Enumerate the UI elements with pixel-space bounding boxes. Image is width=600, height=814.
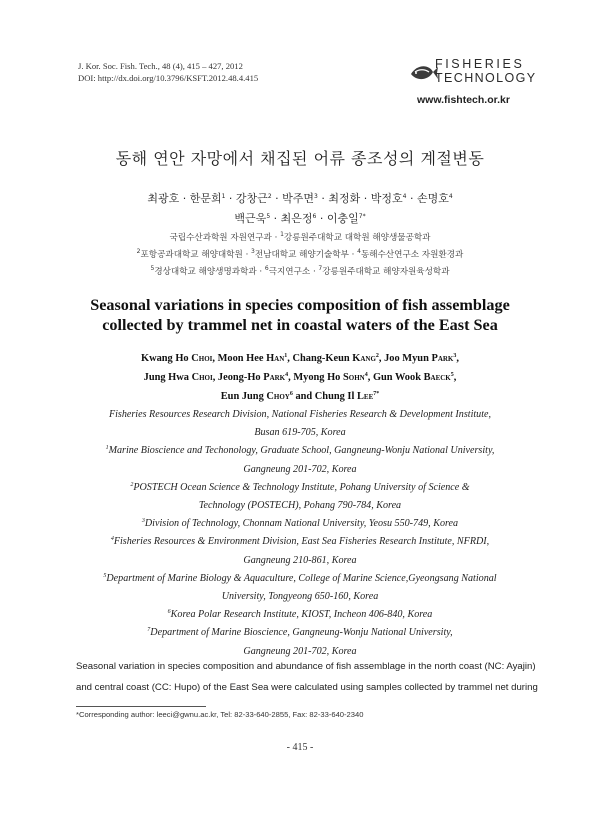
korean-author-name: 백근욱 xyxy=(234,212,267,225)
english-affiliation-text: Department of Marine Biology & Aquaculture, College of Marine Science,Gyeongsang National xyxy=(106,572,497,584)
logo-line-2: TECHNOLOGY xyxy=(435,71,537,85)
english-author-surname: Choy xyxy=(266,391,290,402)
english-affiliation-line xyxy=(0,573,600,584)
korean-affiliation: 강릉원주대학교 해양자원육성학과 xyxy=(322,267,450,277)
english-affiliation-line xyxy=(0,536,600,547)
korean-author-name: 최정화 xyxy=(328,192,361,205)
english-affiliation-line xyxy=(0,427,600,438)
english-author-affil-mark: 5 xyxy=(450,372,454,378)
journal-logo[interactable] xyxy=(409,58,539,108)
english-affiliation-mark: 3 xyxy=(141,518,145,525)
journal-url[interactable]: www.fishtech.or.kr xyxy=(417,94,510,106)
english-affiliation-text: Gangneung 201-702, Korea xyxy=(243,463,357,475)
english-affiliation-mark: 5 xyxy=(103,572,107,579)
korean-affiliation: 포항공과대학교 해양대학원 xyxy=(140,250,243,260)
english-authors-line-3: Eun Jung Choy$^6$ and Chung Il Lee$^{7*}$ xyxy=(220,391,380,402)
korean-author-name: 강창근 xyxy=(235,192,268,205)
english-affiliation-mark: 1 xyxy=(105,445,109,452)
korean-affiliation-mark: 5 xyxy=(150,265,155,272)
english-author-surname: Park xyxy=(431,353,454,364)
page-number: - 415 - xyxy=(286,742,314,753)
english-affiliation-line xyxy=(0,482,600,493)
korean-author-name: 이충일 xyxy=(326,212,359,225)
korean-author-affil-mark: 7* xyxy=(358,213,366,220)
english-affiliation-text: Fisheries Resources Research Division, National Fisheries Research & Development Institute, xyxy=(108,409,492,420)
english-affiliation-text: Busan 619-705, Korea xyxy=(254,427,346,439)
english-author-affil-mark: 4 xyxy=(285,372,289,378)
english-affiliation-line xyxy=(0,627,600,638)
english-affiliation-text: Korea Polar Research Institute, KIOST, Incheon 406-840, Korea xyxy=(170,609,433,621)
english-affiliation-text: University, Tongyeong 650-160, Korea xyxy=(221,591,379,602)
korean-author-affil-mark: 4 xyxy=(448,193,453,200)
korean-authors-line-1: 최광호 · 한문희$^1$ · 강창근$^2$ · 박주면$^3$ · 최정화 · 박정호$^4$ · 손명호$^4$ xyxy=(147,192,453,205)
english-affiliation-text: Marine Bioscience and Techonology, Graduate School, Gangneung-Wonju National University, xyxy=(108,445,495,457)
english-affiliation-text: POSTECH Ocean Science & Technology Institute, Pohang University of Science & xyxy=(133,481,470,493)
english-author-surname: Baeck xyxy=(423,372,451,383)
corresponding-author-footnote: *Corresponding author: leeci@gwnu.ac.kr, Tel: 82-33-640-2855, Fax: 82-33-640-2340 xyxy=(76,710,364,719)
english-author-given-name: Moon Hee xyxy=(217,353,264,364)
journal-reference xyxy=(78,60,258,84)
abstract-line-2: and central coast (CC: Hupo) of the East Sea were calculated using samples collected by trammel net during xyxy=(76,682,538,693)
footnote-divider xyxy=(76,706,206,707)
english-author-given-name: Myong Ho xyxy=(293,372,341,383)
english-author-given-name: Eun Jung xyxy=(220,391,264,402)
english-affiliation-mark: 2 xyxy=(130,481,134,488)
korean-author-name: 최광호 xyxy=(147,192,180,205)
english-author-given-name: Gun Wook xyxy=(372,372,421,383)
english-affiliation-text: Division of Technology, Chonnam National University, Yeosu 550-749, Korea xyxy=(144,518,459,530)
english-author-affil-mark: 2 xyxy=(375,353,379,359)
english-author-affil-mark: 7* xyxy=(373,391,380,397)
logo-line-1: FISHERIES xyxy=(435,57,525,71)
korean-affiliation-mark: 4 xyxy=(357,248,361,255)
korean-title: 동해 연안 자망에서 채집된 어류 종조성의 계절변동 xyxy=(115,149,485,168)
korean-author-affil-mark: 3 xyxy=(314,193,318,200)
english-affiliation-text: Fisheries Resources & Environment Division, East Sea Fisheries Research Institute, NFRDI, xyxy=(113,536,490,548)
english-affiliation-line xyxy=(0,445,600,456)
english-author-affil-mark: 6 xyxy=(289,391,293,397)
english-author-surname: Choi xyxy=(191,372,213,383)
english-affiliation-text: Gangneung 201-702, Korea xyxy=(243,645,357,657)
english-author-given-name: Chang-Keun xyxy=(292,353,350,364)
korean-author-name: 최은정 xyxy=(280,212,313,225)
korean-affiliation-mark: 2 xyxy=(136,248,141,255)
english-affiliation-mark: 4 xyxy=(110,536,114,543)
english-affiliation-line xyxy=(0,591,600,602)
english-affiliation-text: Technology (POSTECH), Pohang 790-784, Korea xyxy=(198,500,402,511)
english-author-surname: Han xyxy=(266,353,285,364)
english-author-surname: Park xyxy=(263,372,286,383)
english-author-surname: Kang xyxy=(352,353,376,364)
english-affiliation-text: Gangneung 210-861, Korea xyxy=(243,554,357,566)
korean-author-affil-mark: 1 xyxy=(221,193,226,200)
english-affiliation-line xyxy=(0,500,600,511)
english-affiliation-text: Department of Marine Bioscience, Gangneung-Wonju National University, xyxy=(150,627,453,639)
korean-author-name: 손명호 xyxy=(416,192,449,205)
english-author-given-name: Chung Il xyxy=(314,391,355,402)
korean-affiliations-line-3: $^5$경상대학교 해양생명과학과 · $^6$극지연구소 · $^7$강릉원주대학교 해양자원육성학과 xyxy=(150,265,450,277)
english-affiliation-line xyxy=(0,646,600,657)
korean-affiliation: 극지연구소 xyxy=(268,267,311,277)
korean-affiliation-mark: 7 xyxy=(318,265,323,272)
korean-author-name: 박정호 xyxy=(370,192,403,205)
english-author-affil-mark: 1 xyxy=(284,353,288,359)
english-affiliation-mark: 6 xyxy=(167,609,171,616)
english-author-given-name: Jung Hwa xyxy=(143,372,189,383)
english-author-surname: Sohn xyxy=(343,372,365,383)
korean-affiliation: 국립수산과학원 자원연구과 xyxy=(169,233,272,243)
korean-authors-line-2: 백근욱$^5$ · 최은정$^6$ · 이충일$^{7*}$ xyxy=(234,212,366,225)
english-affiliation-line xyxy=(0,518,600,529)
english-affiliation-line xyxy=(0,555,600,566)
korean-affiliation: 동해수산연구소 자원환경과 xyxy=(360,250,464,260)
korean-affiliation-mark: 3 xyxy=(251,248,255,255)
english-title-line-2: collected by trammel net in coastal waters of the East Sea xyxy=(102,316,498,334)
korean-author-name: 한문희 xyxy=(189,192,222,205)
korean-affiliations-line-2: $^2$포항공과대학교 해양대학원 · $^3$전남대학교 해양기술학부 · $^4$동해수산연구소 자원환경과 xyxy=(136,248,464,260)
english-affiliation-mark: 7 xyxy=(147,627,151,634)
korean-author-affil-mark: 5 xyxy=(266,213,271,220)
english-authors-line-2: Jung Hwa Choi, Jeong-Ho Park$^4$, Myong Ho Sohn$^4$, Gun Wook Baeck$^5$, xyxy=(143,372,457,383)
korean-affiliation: 전남대학교 해양기술학부 xyxy=(254,250,349,260)
english-author-affil-mark: 3 xyxy=(453,353,457,359)
korean-affiliation-mark: 1 xyxy=(280,231,284,238)
korean-affiliation: 경상대학교 해양생명과학과 xyxy=(154,267,257,277)
english-author-surname: Choi xyxy=(191,353,213,364)
english-affiliation-line xyxy=(0,464,600,475)
english-authors-line-1: Kwang Ho Choi, Moon Hee Han$^1$, Chang-Keun Kang$^2$, Joo Myun Park$^3$, xyxy=(141,353,459,364)
english-author-given-name: Kwang Ho xyxy=(141,353,189,364)
english-affiliation-line xyxy=(0,409,600,420)
english-title-line-1: Seasonal variations in species composition of fish assemblage xyxy=(90,296,510,314)
english-affiliation-line xyxy=(0,609,600,620)
korean-affiliation-mark: 6 xyxy=(264,265,269,272)
journal-doi: DOI: http://dx.doi.org/10.3796/KSFT.2012.48.4.415 xyxy=(78,73,259,83)
logo-wordmark xyxy=(435,58,537,85)
english-author-affil-mark: 4 xyxy=(364,372,368,378)
korean-affiliations-line-1: 국립수산과학원 자원연구과 · $^1$강릉원주대학교 대학원 해양생물공학과 xyxy=(169,231,431,243)
korean-author-affil-mark: 2 xyxy=(267,193,272,200)
korean-affiliation: 강릉원주대학교 대학원 해양생물공학과 xyxy=(283,233,431,243)
korean-author-name: 박주면 xyxy=(282,192,315,205)
english-author-given-name: Joo Myun xyxy=(384,353,429,364)
korean-author-affil-mark: 6 xyxy=(312,213,317,220)
korean-author-affil-mark: 4 xyxy=(402,193,407,200)
english-author-given-name: Jeong-Ho xyxy=(217,372,261,383)
abstract-line-1: Seasonal variation in species composition and abundance of fish assemblage in the north coast (NC: Ayajin) xyxy=(76,661,536,672)
english-author-surname: Lee xyxy=(356,391,374,402)
journal-citation: J. Kor. Soc. Fish. Tech., 48 (4), 415 – 427, 2012 xyxy=(78,61,243,71)
